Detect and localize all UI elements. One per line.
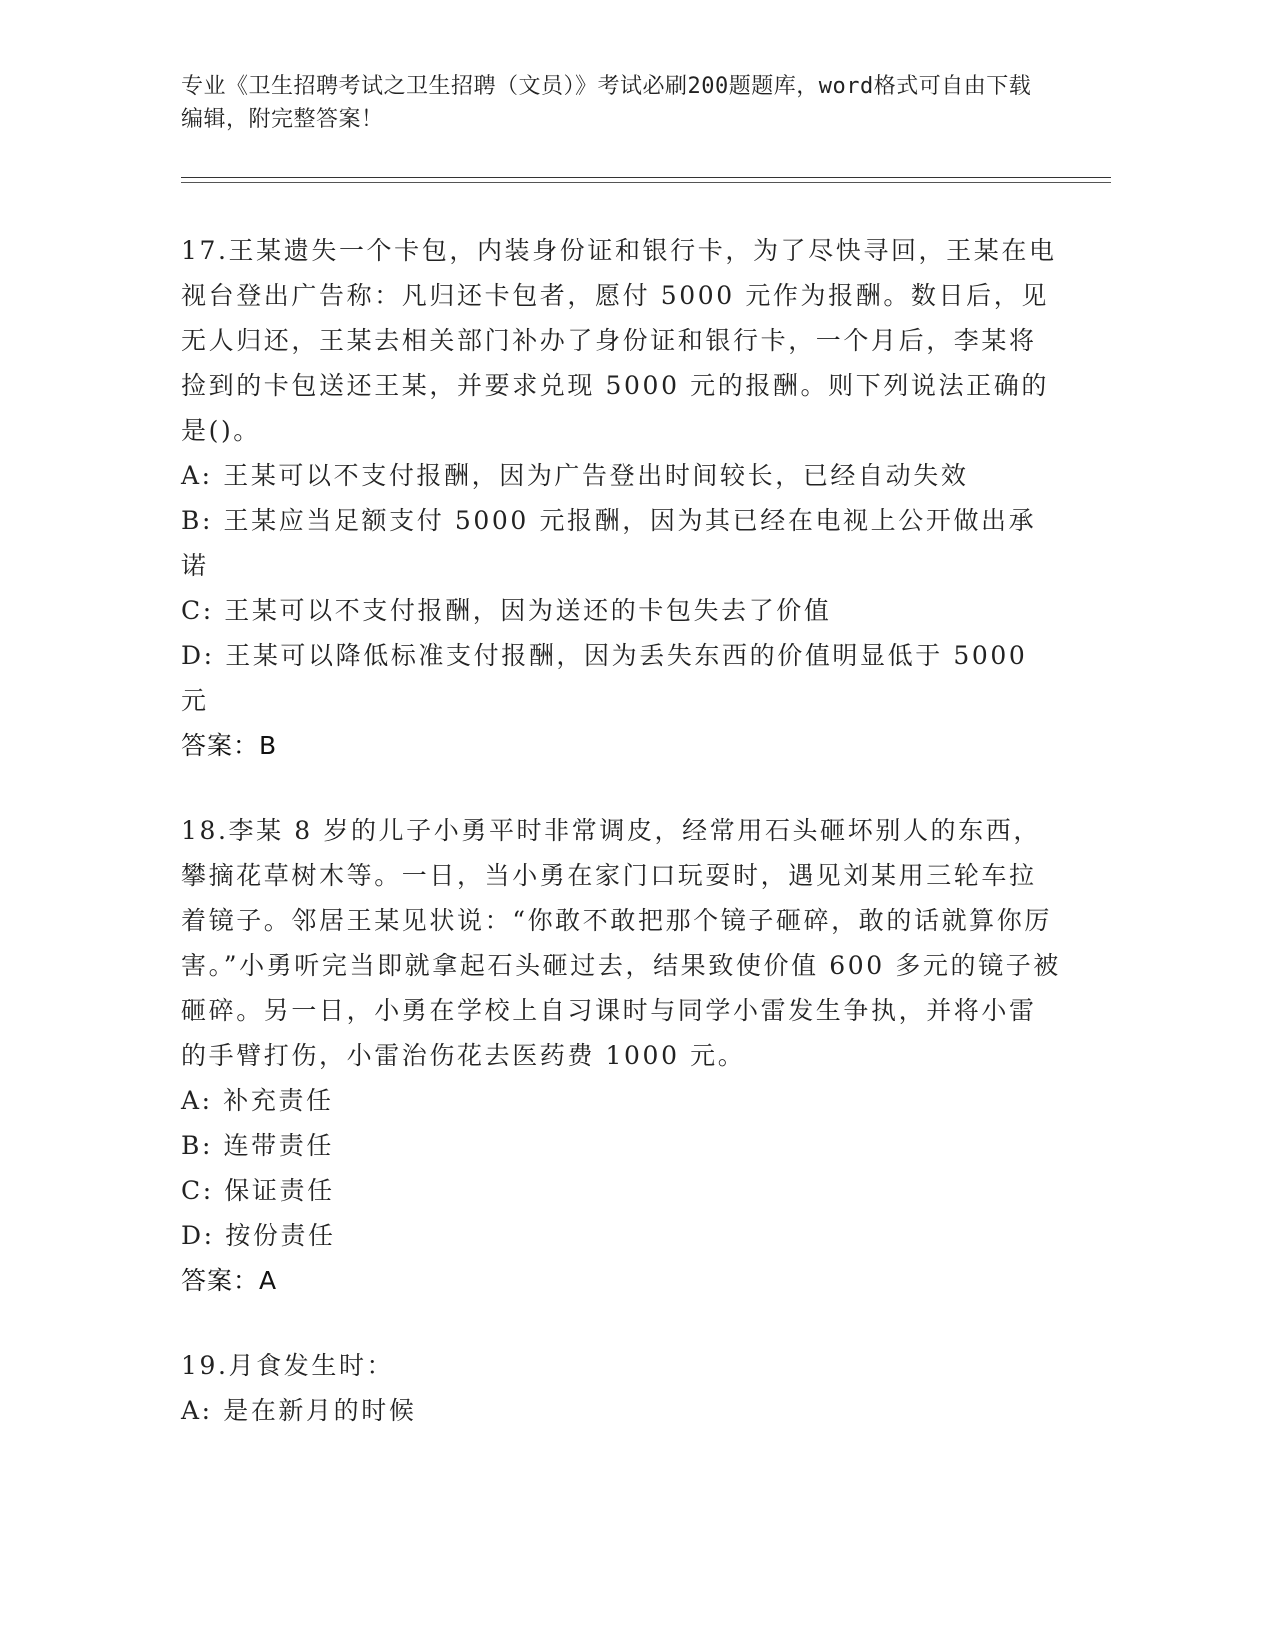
option-a: A: 补充责任 (181, 1086, 334, 1115)
question-18 (181, 808, 1061, 1303)
question-stem: 17.王某遗失一个卡包，内装身份证和银行卡，为了尽快寻回，王某在电视台登出广告称：凡归还卡包者，愿付 5000 元作为报酬。数日后，见无人归还，王某去相关部门补办了身份证和银行卡，一个月后，李某将捡到的卡包送还王某，并要求兑现 5000 元的报酬。则下列说法正确的是()。 (181, 236, 1057, 445)
option-d: D: 按份责任 (181, 1221, 336, 1250)
header-divider-thin (181, 182, 1111, 183)
question-stem: 19.月食发生时： (181, 1351, 395, 1380)
answer-label: 答案：B (181, 731, 278, 760)
question-list (181, 228, 1061, 1473)
option-c: C: 王某可以不支付报酬，因为送还的卡包失去了价值 (181, 596, 832, 625)
option-a: A: 是在新月的时候 (181, 1396, 417, 1425)
answer-label: 答案：A (181, 1266, 278, 1295)
option-c: C: 保证责任 (181, 1176, 335, 1205)
option-b: B: 王某应当足额支付 5000 元报酬，因为其已经在电视上公开做出承诺 (181, 506, 1037, 580)
question-stem: 18.李某 8 岁的儿子小勇平时非常调皮，经常用石头砸坏别人的东西，攀摘花草树木等。一日，当小勇在家门口玩耍时，遇见刘某用三轮车拉着镜子。邻居王某见状说：“你敢不敢把那个镜子砸碎，敢的话就算你厉害。”小勇听完当即就拿起石头砸过去，结果致使价值 600 多元的镜子被砸碎。另一日，小勇在学校上自习课时与同学小雷发生争执，并将小雷的手臂打伤，小雷治伤花去医药费 1000 元。 (181, 816, 1061, 1070)
option-d: D: 王某可以降低标准支付报酬，因为丢失东西的价值明显低于 5000 元 (181, 641, 1028, 715)
option-a: A: 王某可以不支付报酬，因为广告登出时间较长，已经自动失效 (181, 461, 969, 490)
document-header: 专业《卫生招聘考试之卫生招聘（文员）》考试必刷200题题库，word格式可自由下载编辑，附完整答案！ (181, 74, 1032, 132)
header-divider (181, 177, 1111, 178)
question-17 (181, 228, 1061, 768)
question-19 (181, 1343, 1061, 1433)
option-b: B: 连带责任 (181, 1131, 334, 1160)
